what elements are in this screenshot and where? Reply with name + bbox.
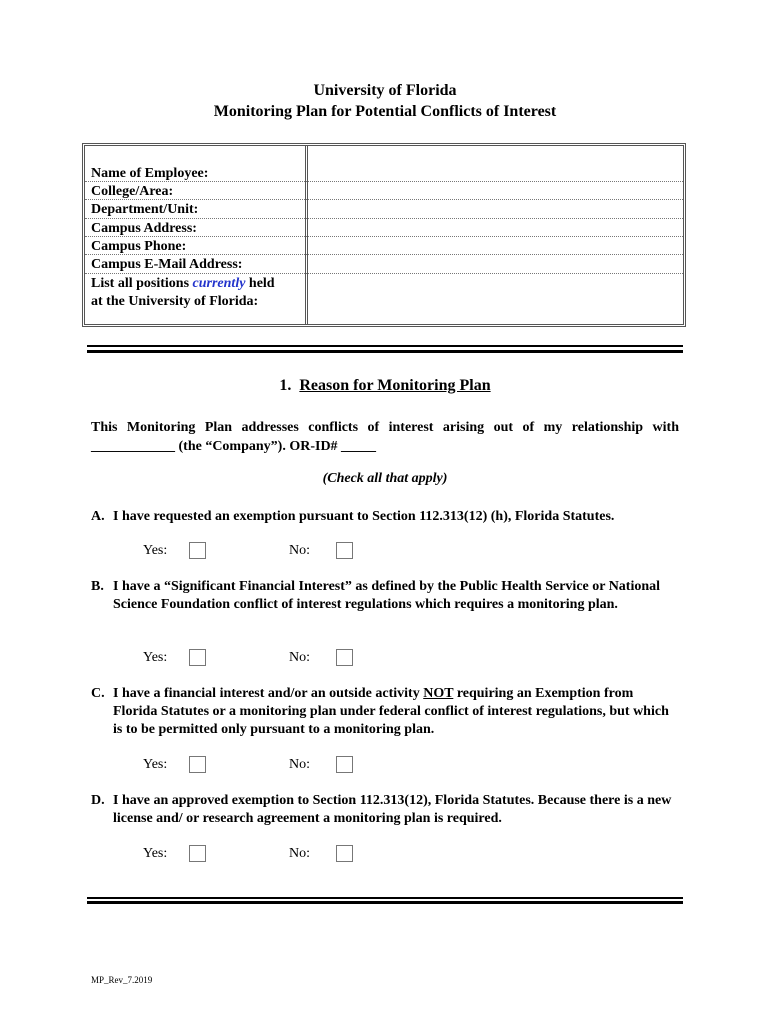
question-a	[91, 508, 681, 526]
yes-label: Yes:	[143, 543, 168, 558]
intro-line-2: ____________ (the “Company”). OR-ID# _____	[91, 439, 377, 454]
question-text: I have an approved exemption to Section 112.313(12), Florida Statutes. Because there is a new license and/ or research agreement a monitoring plan is required.	[113, 793, 672, 826]
check-all-instruction: (Check all that apply)	[322, 471, 448, 486]
table-column-divider	[305, 146, 308, 324]
row-divider	[85, 236, 683, 237]
question-a-yes-checkbox[interactable]	[189, 542, 206, 559]
positions-text-currently: currently	[192, 276, 246, 291]
label-positions-held	[91, 275, 303, 311]
row-divider	[85, 273, 683, 274]
no-label: No:	[289, 543, 310, 558]
label-name-of-employee: Name of Employee:	[91, 166, 209, 181]
question-text-pre: I have a financial interest and/or an outside activity	[113, 686, 424, 701]
yes-label: Yes:	[143, 846, 168, 861]
question-text: I have a “Significant Financial Interest” as defined by the Public Health Service or National Science Foundation conflict of interest regulations which requires a monitoring plan.	[113, 579, 661, 612]
document-title: Monitoring Plan for Potential Conflicts of Interest	[213, 103, 557, 120]
university-title: University of Florida	[313, 82, 457, 99]
question-c-yes-checkbox[interactable]	[189, 756, 206, 773]
positions-text-post: held	[248, 276, 275, 291]
yes-label: Yes:	[143, 650, 168, 665]
question-text-not: NOT	[423, 686, 454, 701]
question-b	[91, 578, 681, 614]
question-a-no-checkbox[interactable]	[336, 542, 353, 559]
employee-info-table	[82, 143, 686, 327]
section-rule-top	[87, 345, 683, 347]
label-department-unit: Department/Unit:	[91, 202, 199, 217]
question-text: I have requested an exemption pursuant to Section 112.313(12) (h), Florida Statutes.	[113, 509, 615, 524]
section-heading	[0, 377, 770, 395]
revision-footer: MP_Rev_7.2019	[91, 975, 153, 985]
question-letter: C.	[91, 686, 105, 701]
question-b-yes-checkbox[interactable]	[189, 649, 206, 666]
intro-line-1: This Monitoring Plan addresses conflicts of interest arising out of my relationship with	[91, 420, 679, 435]
section-rule-bottom	[87, 350, 683, 353]
no-label: No:	[289, 650, 310, 665]
positions-text-line2: at the University of Florida:	[91, 294, 259, 309]
label-campus-email: Campus E-Mail Address:	[91, 257, 243, 272]
question-letter: D.	[91, 793, 105, 808]
row-divider	[85, 181, 683, 182]
yes-label: Yes:	[143, 757, 168, 772]
question-c	[91, 685, 681, 739]
question-letter: B.	[91, 579, 104, 594]
section-title: Reason for Monitoring Plan	[299, 377, 491, 394]
row-divider	[85, 199, 683, 200]
row-divider	[85, 218, 683, 219]
question-b-no-checkbox[interactable]	[336, 649, 353, 666]
no-label: No:	[289, 757, 310, 772]
label-campus-address: Campus Address:	[91, 221, 197, 236]
question-letter: A.	[91, 509, 105, 524]
no-label: No:	[289, 846, 310, 861]
label-campus-phone: Campus Phone:	[91, 239, 187, 254]
question-text-post: requiring an Exemption from Florida Statutes or a monitoring plan under federal conflict of interest regulations, but which is to be permitted only pursuant to a monitoring plan.	[113, 686, 669, 737]
label-college-area: College/Area:	[91, 184, 174, 199]
bottom-rule-bottom	[87, 901, 683, 904]
bottom-rule-top	[87, 897, 683, 899]
question-c-no-checkbox[interactable]	[336, 756, 353, 773]
section-number: 1.	[279, 377, 292, 394]
question-d	[91, 792, 681, 828]
question-d-no-checkbox[interactable]	[336, 845, 353, 862]
question-d-yes-checkbox[interactable]	[189, 845, 206, 862]
question-text	[113, 685, 681, 739]
positions-text-pre: List all positions	[91, 276, 190, 291]
row-divider	[85, 254, 683, 255]
intro-paragraph	[91, 418, 679, 456]
